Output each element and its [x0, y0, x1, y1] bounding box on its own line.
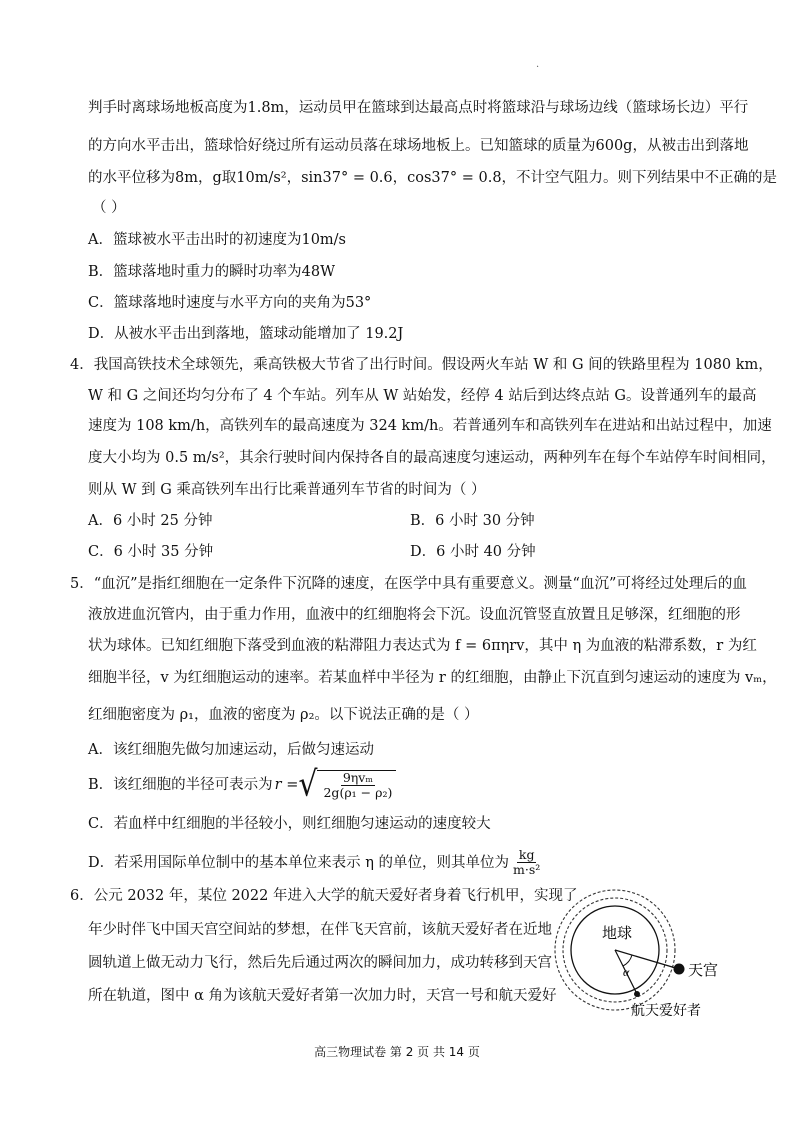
- q3-line-3: 的水平位移为8m，g取10m/s²，sin37° = 0.6，cos37° = 0.8，不计空气阻力。则下列结果中不正确的是: [88, 170, 778, 186]
- q5-option-d: [88, 848, 544, 877]
- q5-option-c: C．若血样中红细胞的半径较小，则红细胞匀速运动的速度较大: [88, 816, 491, 832]
- q4-line-3: 速度为 108 km/h，高铁列车的最高速度为 324 km/h。若普通列车和高铁列车在进站和出站过程中，加速: [88, 418, 772, 434]
- q5-option-b-lhs: r =: [274, 777, 299, 793]
- q4-line-1: 4．我国高铁技术全球领先，乘高铁极大节省了出行时间。假设两火车站 W 和 G 间的铁路里程为 1080 km，: [70, 357, 773, 373]
- q6-line-4: 所在轨道，图中 α 角为该航天爱好者第一次加力时，天宫一号和航天爱好: [88, 988, 557, 1004]
- page-dot: ·: [536, 62, 540, 73]
- enthusiast-label: 航天爱好者: [631, 1002, 701, 1018]
- q3-option-b: B．篮球落地时重力的瞬时功率为48W: [88, 264, 336, 280]
- q3-line-2: 的方向水平击出，篮球恰好绕过所有运动员落在球场地板上。已知篮球的质量为600g，从被击出到落地: [88, 138, 749, 154]
- q4-line-5: 则从 W 到 G 乘高铁列车出行比乘普通列车节省的时间为（ ）: [88, 482, 486, 498]
- orbit-svg: [545, 882, 745, 1022]
- station-label: 天宫: [688, 962, 719, 979]
- q5-line-1: 5．“血沉”是指红细胞在一定条件下沉降的速度，在医学中具有重要意义。测量“血沉”可将经过处理后的血: [70, 576, 747, 592]
- orbit-diagram: [545, 882, 745, 1022]
- q6-line-1: 6．公元 2032 年，某位 2022 年进入大学的航天爱好者身着飞行机甲，实现了: [70, 888, 578, 904]
- sqrt-icon: √: [298, 764, 318, 805]
- q5-option-b-denominator: 2g(ρ₁ − ρ₂): [323, 785, 393, 800]
- q5-option-d-denominator: m·s²: [513, 862, 541, 877]
- q5-option-b-text: B．该红细胞的半径可表示为: [88, 777, 273, 793]
- q3-line-4: （ ）: [92, 200, 126, 216]
- q3-option-c: C．篮球落地时速度与水平方向的夹角为53°: [88, 295, 372, 311]
- station-dot: [674, 964, 685, 975]
- q5-option-d-text: D．若采用国际单位制中的基本单位来表示 η 的单位，则其单位为: [88, 854, 510, 871]
- q4-line-2: W 和 G 之间还均匀分布了 4 个车站。列车从 W 站始发，经停 4 站后到达终点站 G。设普通列车的最高: [88, 388, 757, 404]
- q5-option-b-numerator: 9ηvₘ: [342, 770, 373, 785]
- q5-option-a: A．该红细胞先做匀加速运动，后做匀速运动: [88, 742, 374, 758]
- q5-line-5: 红细胞密度为 ρ₁，血液的密度为 ρ₂。以下说法正确的是（ ）: [88, 707, 479, 723]
- q6-line-3: 圆轨道上做无动力飞行，然后先后通过两次的瞬间加力，成功转移到天宫: [88, 955, 552, 971]
- q4-option-d: D．6 小时 40 分钟: [410, 544, 536, 560]
- sqrt-formula: [298, 764, 396, 805]
- q6-line-2: 年少时伴飞中国天宫空间站的梦想，在伴飞天宫前，该航天爱好者在近地: [88, 922, 552, 938]
- q3-option-d: D．从被水平击出到落地，篮球动能增加了 19.2J: [88, 326, 404, 342]
- q5-line-3: 状为球体。已知红细胞下落受到血液的粘滞阻力表达式为 f = 6πηrv，其中 η 为血液的粘滞系数，r 为红: [88, 638, 757, 654]
- enthusiast-dot: [634, 991, 640, 997]
- q4-option-b: B．6 小时 30 分钟: [410, 513, 535, 529]
- q5-option-b: [88, 764, 396, 805]
- page-footer: 高三物理试卷 第 2 页 共 14 页: [314, 1045, 480, 1059]
- q5-line-2: 液放进血沉管内，由于重力作用，血液中的红细胞将会下沉。设血沉管竖直放置且足够深，红细胞的形: [88, 607, 741, 623]
- q3-line-1: 判手时离球场地板高度为1.8m，运动员甲在篮球到达最高点时将篮球沿与球场边线（篮球场长边）平行: [88, 100, 749, 116]
- q5-option-d-numerator: kg: [518, 847, 535, 862]
- q4-option-a: A．6 小时 25 分钟: [88, 513, 213, 529]
- q5-line-4: 细胞半径，v 为红细胞运动的速率。若某血样中半径为 r 的红细胞，由静止下沉直到匀速运动的速度为 vₘ，: [88, 670, 777, 686]
- alpha-label: α: [623, 965, 630, 979]
- q4-line-4: 度大小均为 0.5 m/s²，其余行驶时间内保持各自的最高速度匀速运动，两种列车在每个车站停车时间相同，: [88, 450, 776, 466]
- q3-option-a: A．篮球被水平击出时的初速度为10m/s: [88, 232, 346, 248]
- earth-label: 地球: [602, 925, 633, 942]
- q4-option-c: C．6 小时 35 分钟: [88, 544, 214, 560]
